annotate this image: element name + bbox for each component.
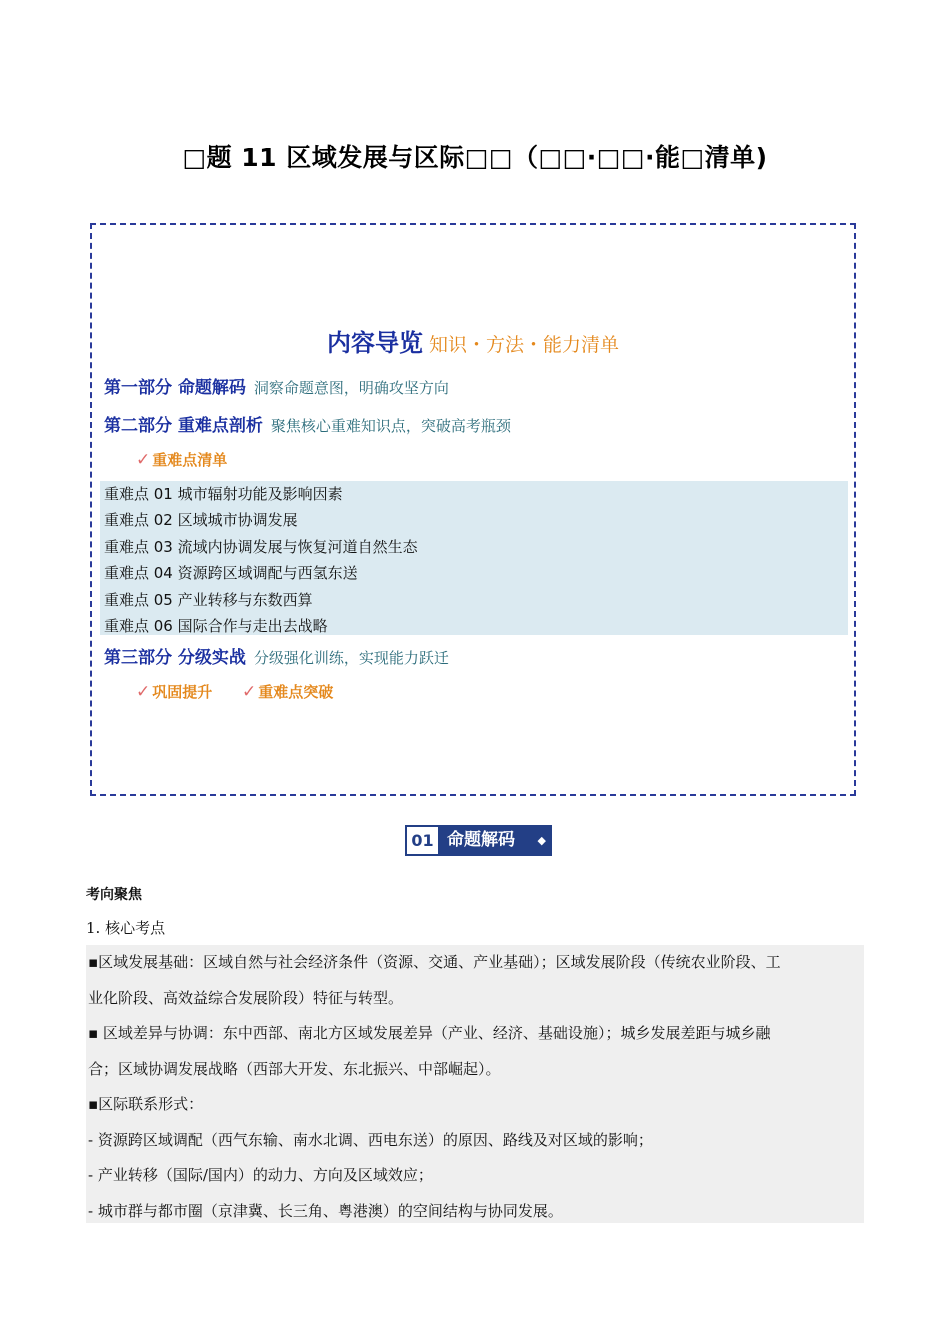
list-item: 重难点 03 流域内协调发展与恢复河道自然生态 bbox=[104, 537, 418, 556]
guide-heading-sub: 知识・方法・能力清单 bbox=[428, 334, 619, 356]
core-points-content bbox=[86, 945, 864, 1223]
breakthrough-tag-label: 重难点突破 bbox=[258, 683, 334, 701]
key-points-list bbox=[100, 481, 848, 635]
part-1-title: 第一部分 命题解码 bbox=[104, 378, 246, 398]
guide-heading bbox=[92, 323, 854, 358]
key-points-tag-label: 重难点清单 bbox=[152, 451, 228, 469]
section-banner bbox=[405, 825, 552, 856]
part-1 bbox=[104, 373, 449, 398]
breakthrough-tag bbox=[242, 681, 333, 702]
focus-title: 考向聚焦 bbox=[86, 887, 142, 903]
check-icon: ✓ bbox=[136, 682, 151, 702]
check-icon: ✓ bbox=[136, 450, 151, 470]
content-line: - 产业转移（国际/国内）的动力、方向及区域效应； bbox=[88, 1166, 433, 1184]
list-item: 重难点 06 国际合作与走出去战略 bbox=[104, 616, 328, 635]
key-points-tag bbox=[136, 449, 227, 470]
page-title: □题 11 区域发展与区际□□（□□·□□·能□清单) bbox=[182, 143, 768, 172]
content-line: ▪ 区域差异与协调：东中西部、南北方区域发展差异（产业、经济、基础设施）；城乡发展差距与城乡融 bbox=[88, 1024, 771, 1042]
part-2-title: 第二部分 重难点剖析 bbox=[104, 416, 263, 436]
part-1-desc: 洞察命题意图，明确攻坚方向 bbox=[253, 379, 449, 397]
content-line: 合；区域协调发展战略（西部大开发、东北振兴、中部崛起）。 bbox=[88, 1059, 501, 1078]
part-2-desc: 聚焦核心重难知识点，突破高考瓶颈 bbox=[270, 417, 511, 435]
part-3-desc: 分级强化训练，实现能力跃迁 bbox=[253, 649, 449, 667]
core-points-title: 1. 核心考点 bbox=[86, 919, 166, 937]
list-item: 重难点 02 区域城市协调发展 bbox=[104, 511, 298, 530]
list-item: 重难点 04 资源跨区域调配与西氢东送 bbox=[104, 564, 358, 583]
part-3 bbox=[104, 643, 449, 668]
content-guide-box bbox=[90, 223, 856, 796]
content-line: - 资源跨区域调配（西气东输、南水北调、西电东送）的原因、路线及对区域的影响； bbox=[88, 1130, 653, 1149]
content-line: ▪区域发展基础：区域自然与社会经济条件（资源、交通、产业基础）；区域发展阶段（传统农业阶段、工 bbox=[88, 953, 781, 971]
section-label: 命题解码 bbox=[447, 830, 515, 850]
section-number: 01 bbox=[407, 827, 438, 854]
list-item: 重难点 01 城市辐射功能及影响因素 bbox=[104, 485, 343, 503]
content-line: 业化阶段、高效益综合发展阶段）特征与转型。 bbox=[88, 988, 404, 1007]
check-icon: ✓ bbox=[242, 682, 257, 702]
diamond-icon: ◆ bbox=[537, 834, 546, 847]
part-2 bbox=[104, 411, 511, 436]
guide-heading-main: 内容导览 bbox=[326, 329, 423, 357]
content-line: - 城市群与都市圈（京津冀、长三角、粤港澳）的空间结构与协同发展。 bbox=[88, 1201, 563, 1220]
consolidate-tag-label: 巩固提升 bbox=[152, 683, 213, 701]
consolidate-tag bbox=[136, 681, 212, 702]
content-line: ▪区际联系形式： bbox=[88, 1095, 204, 1113]
list-item: 重难点 05 产业转移与东数西算 bbox=[104, 590, 313, 609]
part-3-title: 第三部分 分级实战 bbox=[104, 648, 246, 668]
